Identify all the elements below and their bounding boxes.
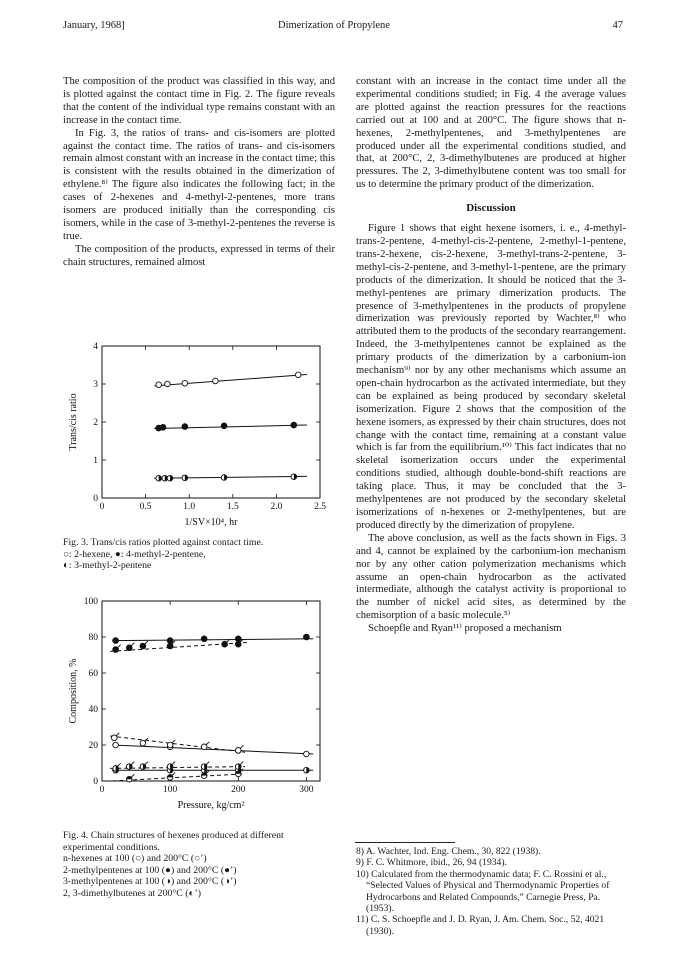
x-axis-label: Pressure, kg/cm²	[177, 800, 245, 811]
paragraph: In Fig. 3, the ratios of trans- and cis-isomers are plotted against the contact time. The ratios of trans- and cis-isomers remain almost constant with an increase in the contact time; this is consistent with the results obtained in the dimerization of ethylene.⁸⁾ The figure also indicates the following fact; in the cases of 2-hexenes and 4-methyl-2-pentenes, more trans isomers are produced initially than the corresponding cis isomers, while in the case of 3-methyl-2-pentenes the reverse is true.	[63, 127, 335, 242]
data-point	[167, 762, 175, 770]
x-tick-label: 0	[99, 785, 105, 795]
data-point	[140, 641, 148, 649]
y-tick-label: 40	[88, 705, 98, 715]
section-heading: Discussion	[466, 202, 516, 215]
plot-frame	[102, 346, 320, 498]
data-point	[213, 378, 219, 384]
data-point	[304, 767, 310, 773]
figure-3-chart	[58, 340, 338, 532]
fit-line	[112, 639, 313, 641]
y-tick-label: 4	[93, 342, 98, 352]
paragraph: The composition of the products, expressed in terms of their chain structures, remained almost	[63, 243, 335, 268]
data-point	[291, 422, 297, 428]
x-tick-label: 2.5	[314, 502, 326, 512]
reference-item: 10) Calculated from the thermodynamic data; F. C. Rossini et al., “Selected Values of Physical and Thermodynamic Properties of Hydrocarbons and Related Compounds,” Carnegie Press, Pa. (1953).	[356, 868, 610, 915]
y-tick-label: 3	[93, 380, 98, 390]
right-column-text	[356, 76, 626, 636]
figure-caption: Fig. 3. Trans/cis ratios plotted against contact time.	[63, 537, 264, 548]
reference-item: 9) F. C. Whitmore, ibid., 26, 94 (1934).	[356, 857, 507, 869]
data-point	[201, 762, 209, 770]
data-point	[222, 639, 230, 647]
legend-line: ○: 2-hexene, ●: 4-methyl-2-pentene,	[63, 548, 206, 560]
figure-caption: Fig. 4. Chain structures of hexenes produced at different experimental conditions.	[63, 830, 284, 853]
data-point	[221, 475, 227, 481]
data-point	[167, 638, 173, 644]
x-tick-label: 1.5	[226, 502, 239, 512]
data-point	[201, 742, 209, 750]
references	[356, 846, 626, 937]
header-title: Dimerization of Propylene	[278, 20, 390, 31]
x-axis-label: 1/SV×10⁴, hr	[184, 517, 238, 528]
data-point	[156, 382, 162, 388]
fit-line	[154, 476, 307, 478]
data-point	[304, 634, 310, 640]
y-tick-label: 20	[88, 741, 98, 751]
data-point	[295, 372, 301, 378]
data-point	[182, 475, 188, 481]
data-point	[201, 636, 207, 642]
data-point	[162, 475, 168, 481]
legend-line: 3-methylpentenes at 100 (◑) and 200°C (◑ʼ)	[63, 876, 237, 888]
data-point	[156, 475, 162, 481]
fit-line	[154, 425, 307, 428]
x-tick-label: 300	[299, 785, 314, 795]
y-tick-label: 0	[93, 777, 98, 787]
data-point	[235, 636, 241, 642]
y-axis-label: Trans/cis ratio	[68, 393, 79, 451]
paragraph: The above conclusion, as well as the facts shown in Figs. 3 and 4, cannot be explained by the carbonium-ion mechanism nor by any other cation polymerization mechanisms which assume an open-chain hydrocarbon as the activated intermediate, although the catalyst activity is proportional to the number of nickel acid sites, as determined by the chemisorption of a basic molecule.⁵⁾	[356, 532, 626, 622]
y-tick-label: 100	[83, 597, 98, 607]
data-point	[235, 762, 243, 770]
data-point	[291, 474, 297, 480]
figure-4-caption	[63, 830, 335, 900]
paragraph: Figure 1 shows that eight hexene isomers, i. e., 4-methyl-trans-2-pentene, 4-methyl-cis-2-pentene, 2-methyl-1-pentene, trans-2-hexene, cis-2-hexene, 3-methyl-trans-2-pentene, 3-methyl-cis-2-pentene, and 3-methyl-1-pentene, are the primary products of the dimerization. It should be noticed that the 3-methyl-pentenes are primary dimerization products. The presence of 3-methylpentenes in the products of propylene dimerization was previously reported by Wachter,⁸⁾ who attributed them to the products of the secondary rearrangement. Indeed, the 3-methylpentenes cannot be explained as the primary products of the dimerization by a carbonium-ion mechanism⁹⁾ nor by any other mechanisms which assume an open-chain hydrocarbon as the activated intermediate, but they can be explained as being produced by secondary skeletal isomerization. Figure 2 shows that the composition of the hexene isomers, as expressed by their chain structures, does not change with the contact time, remaining at a constant value which is far from the equilibrium.¹⁰⁾ This fact indicates that no skeletal isomerization occurs under the experimental conditions studied, although double-bond-shift reactions are taking place. Thus, it may be concluded that the 3-methylpentenes are not produced by the secondary skeletal isomerizations of n-hexenes or 2-methylpentenes, but are produced directly by the dimerization of propylene.	[356, 223, 626, 531]
reference-item: 11) C. S. Schoepfle and J. D. Ryan, J. Am. Chem. Soc., 52, 4021 (1930).	[356, 914, 605, 937]
data-point	[113, 742, 119, 748]
page-number: 47	[612, 20, 623, 31]
legend-line: 2-methylpentenes at 100 (●) and 200°C (●ʼ)	[63, 864, 237, 876]
header-date: January, 1968]	[63, 20, 125, 31]
plot-frame	[102, 601, 320, 781]
left-column-text	[63, 76, 335, 270]
footnote-divider	[355, 842, 455, 843]
data-point	[235, 745, 243, 753]
data-point	[167, 772, 175, 780]
data-point	[160, 425, 166, 431]
data-point	[113, 638, 119, 644]
fit-line	[154, 375, 307, 386]
x-tick-label: 0	[99, 502, 105, 512]
data-point	[167, 475, 173, 481]
figure-3-caption	[63, 537, 335, 572]
reference-item: 8) A. Wachter, Ind. Eng. Chem., 30, 822 (1938).	[356, 846, 541, 857]
data-point	[182, 424, 188, 430]
x-tick-label: 200	[231, 785, 246, 795]
x-tick-label: 0.5	[139, 502, 152, 512]
paragraph: constant with an increase in the contact time under all the experimental conditions studied; in Fig. 4 the average values are plotted against the reaction pressures for the reactions carried out at 100 and at 200°C. The figure shows that n-hexenes, 2-methylpentenes, and 3-methylpentenes are produced under all the experimental conditions studied, and that, at 200°C, 2, 3-dimethylbutenes are produced at higher pressures. The 2, 3-dimethylbutene content was too small for us to determine the primary product of the dimerization.	[356, 76, 626, 191]
paragraph: Schoepfle and Ryan¹¹⁾ proposed a mechanism	[368, 623, 562, 635]
data-point	[304, 751, 310, 757]
x-tick-label: 2.0	[270, 502, 283, 512]
y-tick-label: 80	[88, 633, 98, 643]
y-tick-label: 60	[88, 669, 98, 679]
y-axis-label: Composition, %	[68, 658, 79, 724]
y-tick-label: 0	[93, 494, 98, 504]
legend-line: ◐: 3-methyl-2-pentene	[63, 560, 152, 572]
data-point	[165, 381, 171, 387]
x-tick-label: 100	[163, 785, 178, 795]
legend-line: n-hexenes at 100 (○) and 200°C (○ʼ)	[63, 853, 207, 865]
legend-line: 2, 3-dimethylbutenes at 200°C (◐ʼ)	[63, 887, 201, 899]
running-header	[63, 20, 623, 34]
data-point	[221, 423, 227, 429]
y-tick-label: 2	[93, 418, 98, 428]
y-tick-label: 1	[93, 456, 98, 466]
figure-4-chart	[58, 595, 338, 815]
paragraph: The composition of the product was classified in this way, and is plotted against the contact time in Fig. 2. The figure reveals that the content of the individual type remains constant with an increase in the contact time.	[63, 76, 335, 126]
fit-line	[110, 736, 245, 752]
x-tick-label: 1.0	[183, 502, 196, 512]
data-point	[182, 380, 188, 386]
